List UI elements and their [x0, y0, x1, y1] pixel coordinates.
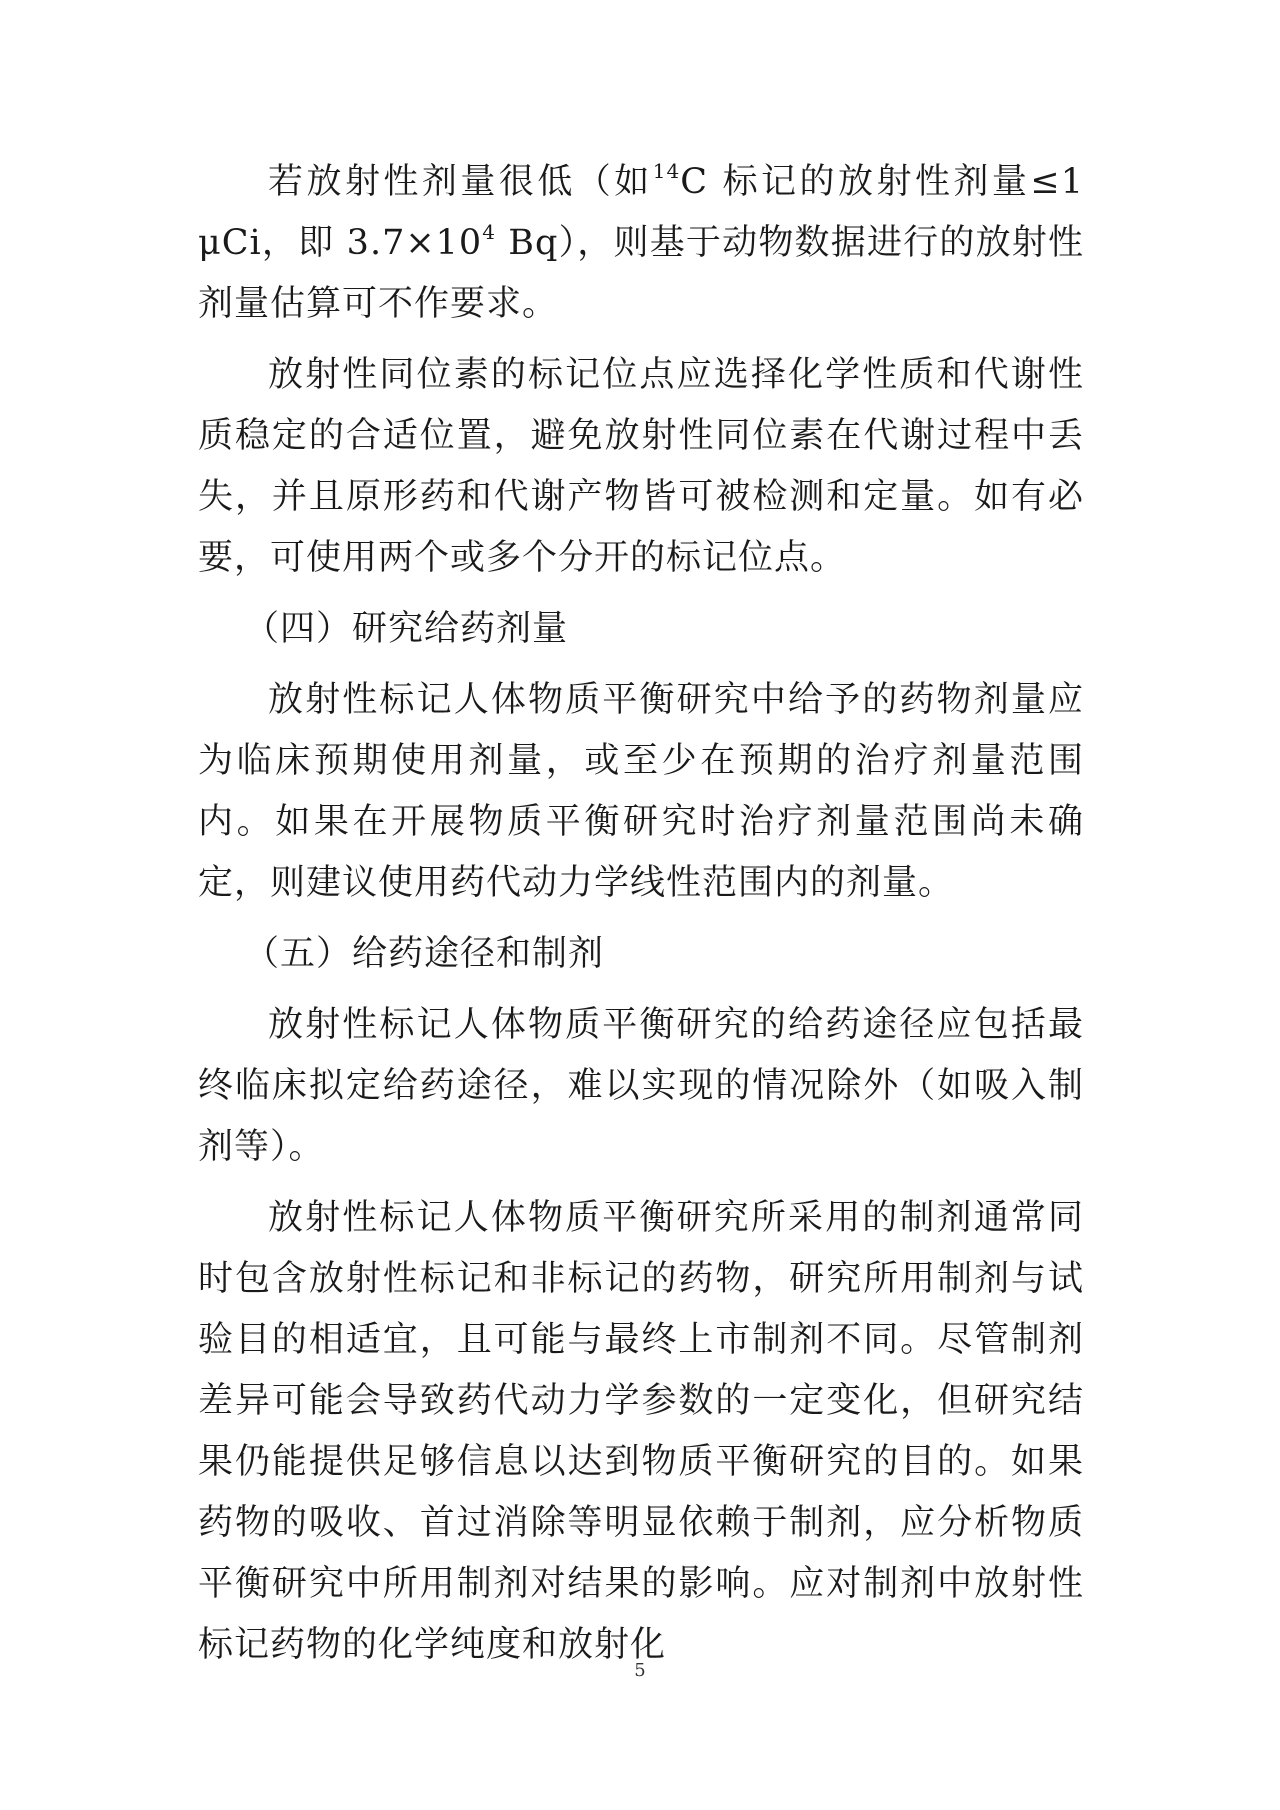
section-heading-dose: （四）研究给药剂量 [244, 609, 569, 649]
superscript-isotope-mass: 14 [652, 159, 681, 184]
paragraph-formulation: 放射性标记人体物质平衡研究所采用的制剂通常同时包含放射性标记和非标记的药物，研究所用制剂与试验目的相适宜，且可能与最终上市制剂不同。尽管制剂差异可能会导致药代动力学参数的一定变化，但研究结果仍能提供足够信息以达到物质平衡研究的目的。如果药物的吸收、首过消除等明显依赖于制剂，应分析物质平衡研究中所用制剂对结果的影响。应对制剂中放射性标记药物的化学纯度和放射化 [198, 1198, 1084, 1665]
paragraph-radioactive-dose-low [198, 152, 1084, 335]
document-body [198, 152, 1084, 1676]
section-heading-route: （五）给药途径和制剂 [244, 934, 605, 974]
paragraph-text: 若放射性剂量很低（如 [268, 162, 653, 202]
paragraph-dose: 放射性标记人体物质平衡研究中给予的药物剂量应为临床预期使用剂量，或至少在预期的治疗剂量范围内。如果在开展物质平衡研究时治疗剂量范围尚未确定，则建议使用药代动力学线性范围内的剂量。 [198, 680, 1084, 903]
page-number: 5 [634, 1660, 646, 1681]
paragraph-label-site: 放射性同位素的标记位点应选择化学性质和代谢性质稳定的合适位置，避免放射性同位素在代谢过程中丢失，并且原形药和代谢产物皆可被检测和定量。如有必要，可使用两个或多个分开的标记位点。 [198, 355, 1084, 578]
superscript-exponent: 4 [482, 220, 496, 245]
paragraph-text: C 标记的放射性剂量≤1 μCi，即 3.7×10 [198, 162, 1084, 263]
paragraph-route: 放射性标记人体物质平衡研究的给药途径应包括最终临床拟定给药途径，难以实现的情况除外（如吸入制剂等）。 [198, 1005, 1084, 1167]
paragraph-text: Bq），则基于动物数据进行的放射性剂量估算可不作要求。 [198, 223, 1084, 324]
